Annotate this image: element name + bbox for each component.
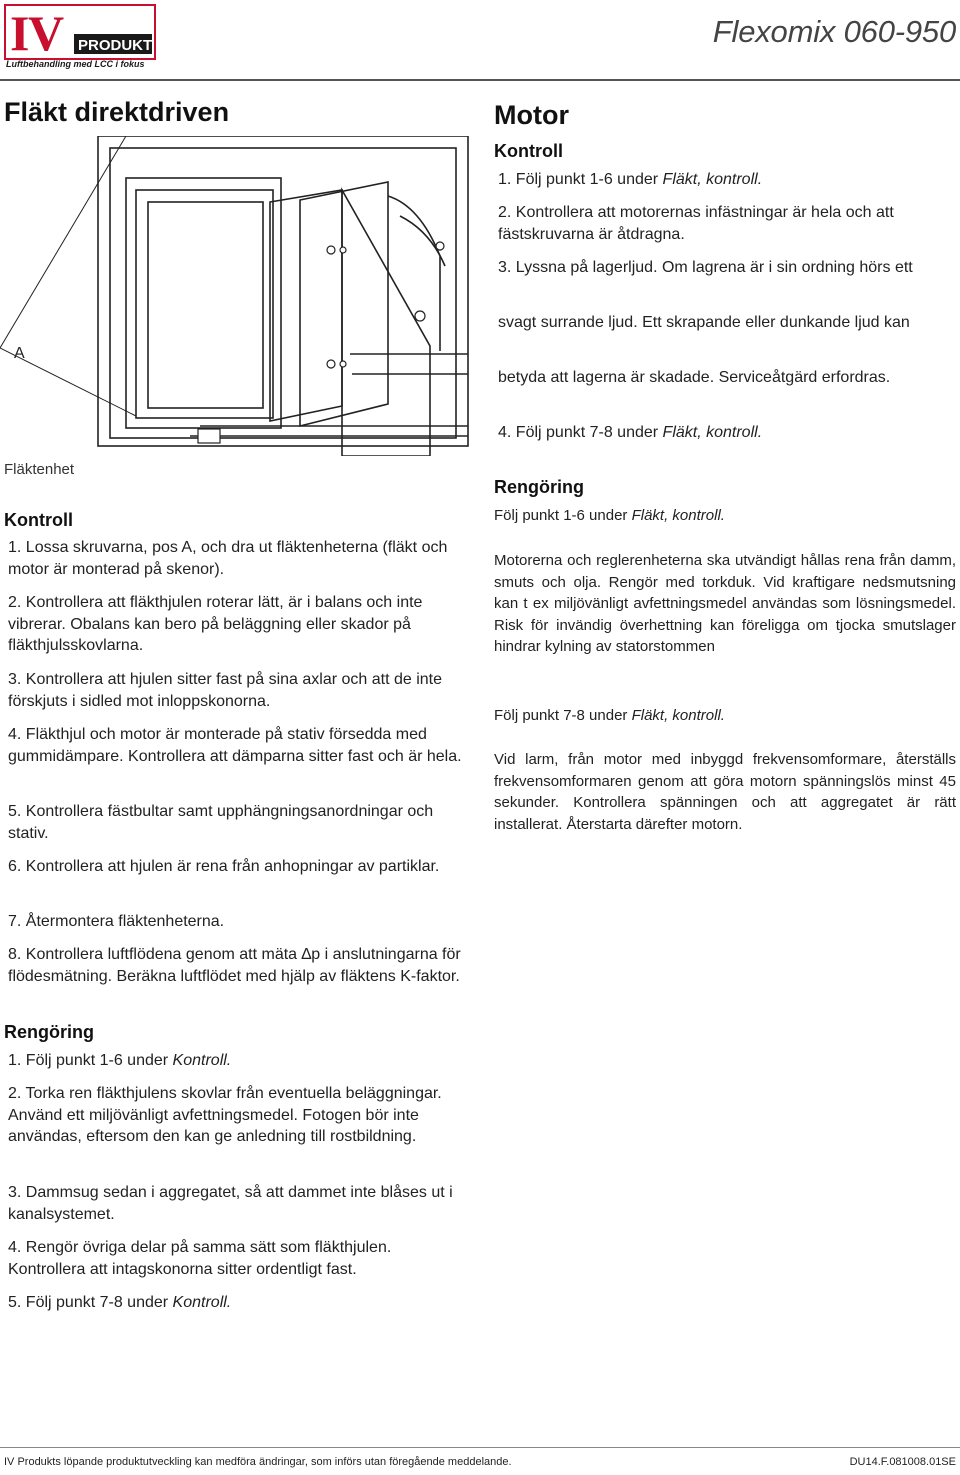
document-title: Flexomix 060-950 bbox=[712, 14, 956, 49]
rengoring-item-1: 1. Följ punkt 1-6 under Kontroll. bbox=[8, 1052, 232, 1069]
motor-kontroll-item-2: 2. Kontrollera att motorernas infästningar är hela och att fästskruvarna är åtdragna. bbox=[498, 204, 894, 243]
heading-rengoring-fan: Rengöring bbox=[4, 1022, 94, 1042]
motor-kontroll-item-3: 3. Lyssna på lagerljud. Om lagrena är i sin ordning hörs ett bbox=[498, 259, 913, 276]
rengoring-item-5: 5. Följ punkt 7-8 under Kontroll. bbox=[8, 1294, 232, 1311]
motor-rengoring-p3: Följ punkt 7-8 under Fläkt, kontroll. bbox=[494, 707, 725, 724]
rengoring-item-4: 4. Rengör övriga delar på samma sätt som fläkthjulen. Kontrollera att intagskonorna sitter ordentligt fast. bbox=[8, 1239, 392, 1278]
figure-caption: Fläktenhet bbox=[4, 461, 75, 478]
rengoring-item-3: 3. Dammsug sedan i aggregatet, så att dammet inte blåses ut i kanalsystemet. bbox=[8, 1184, 453, 1223]
motor-kontroll-item-4: 4. Följ punkt 7-8 under Fläkt, kontroll. bbox=[498, 424, 763, 441]
motor-rengoring-p2: Motorerna och reglerenheterna ska utvändigt hållas rena från damm, smuts och olja. Rengör med torkduk. Vid kraftigare nedsmutsning kan t ex miljövänligt avfettningsmedel användas som lösningsmedel. Risk för invändig överhettning kan föreligga om tjocka smutslager hindrar kylning av statorstommen bbox=[494, 552, 956, 655]
motor-rengoring-p4: Vid larm, från motor med inbyggd frekvensomformare, återställs frekvensomformaren genom att göra motorn spänningslös minst 45 sekunder. Kontrollera spänningen och att aggregatet är rätt installerat. Återstarta därefter motorn. bbox=[494, 751, 956, 833]
section-title-motor: Motor bbox=[494, 100, 569, 130]
rengoring-item-2: 2. Torka ren fläkthjulens skovlar från eventuella beläggningar. Använd ett miljövänligt avfettningsmedel. Fotogen bör inte användas, eftersom den kan ge anledning till rostbildning. bbox=[8, 1085, 442, 1145]
svg-text:V: V bbox=[28, 5, 65, 60]
heading-kontroll-motor: Kontroll bbox=[494, 141, 563, 161]
section-title-fan: Fläkt direktdriven bbox=[4, 97, 230, 127]
footer-notice: IV Produkts löpande produktutveckling kan medföra ändringar, som införs utan föregående meddelande. bbox=[4, 1456, 512, 1468]
fan-unit-diagram bbox=[0, 136, 480, 456]
kontroll-item-7: 7. Återmontera fläktenheterna. bbox=[8, 913, 225, 930]
motor-kontroll-item-3b: svagt surrande ljud. Ett skrapande eller dunkande ljud kan bbox=[498, 314, 910, 331]
heading-rengoring-motor: Rengöring bbox=[494, 477, 584, 497]
kontroll-item-2: 2. Kontrollera att fläkthjulen roterar lätt, är i balans och inte vibrerar. Obalans kan bero på beläggning eller skador på fläkthjulsskovlarna. bbox=[8, 594, 423, 654]
kontroll-item-6: 6. Kontrollera att hjulen är rena från anhopningar av partiklar. bbox=[8, 858, 440, 875]
svg-text:I: I bbox=[10, 5, 30, 60]
logo-tagline: Luftbehandling med LCC i fokus bbox=[6, 59, 145, 69]
motor-kontroll-item-3c: betyda att lagerna är skadade. Serviceåtgärd erfordras. bbox=[498, 369, 891, 386]
svg-text:PRODUKT: PRODUKT bbox=[78, 37, 153, 54]
kontroll-item-8: 8. Kontrollera luftflödena genom att mäta ∆p i anslutningarna för flödesmätning. Beräkna luftflödet med hjälp av fläktens K-faktor. bbox=[8, 946, 461, 985]
heading-kontroll-fan: Kontroll bbox=[4, 510, 73, 530]
callout-a: A bbox=[14, 345, 25, 362]
document-code: DU14.F.081008.01SE bbox=[849, 1456, 956, 1468]
kontroll-item-4: 4. Fläkthjul och motor är monterade på stativ försedda med gummidämpare. Kontrollera att dämparna sitter fast och är hela. bbox=[8, 726, 462, 765]
kontroll-item-5: 5. Kontrollera fästbultar samt upphängningsanordningar och stativ. bbox=[8, 803, 434, 842]
motor-rengoring-p1: Följ punkt 1-6 under Fläkt, kontroll. bbox=[494, 507, 725, 524]
header-divider bbox=[0, 79, 960, 81]
kontroll-item-1: 1. Lossa skruvarna, pos A, och dra ut fläktenheterna (fläkt och motor är monterad på skenor). bbox=[8, 539, 448, 578]
motor-kontroll-item-1: 1. Följ punkt 1-6 under Fläkt, kontroll. bbox=[498, 171, 763, 188]
kontroll-item-3: 3. Kontrollera att hjulen sitter fast på sina axlar och att de inte förskjuts i sidled mot inloppskonorna. bbox=[8, 671, 443, 710]
footer-divider bbox=[0, 1447, 960, 1448]
